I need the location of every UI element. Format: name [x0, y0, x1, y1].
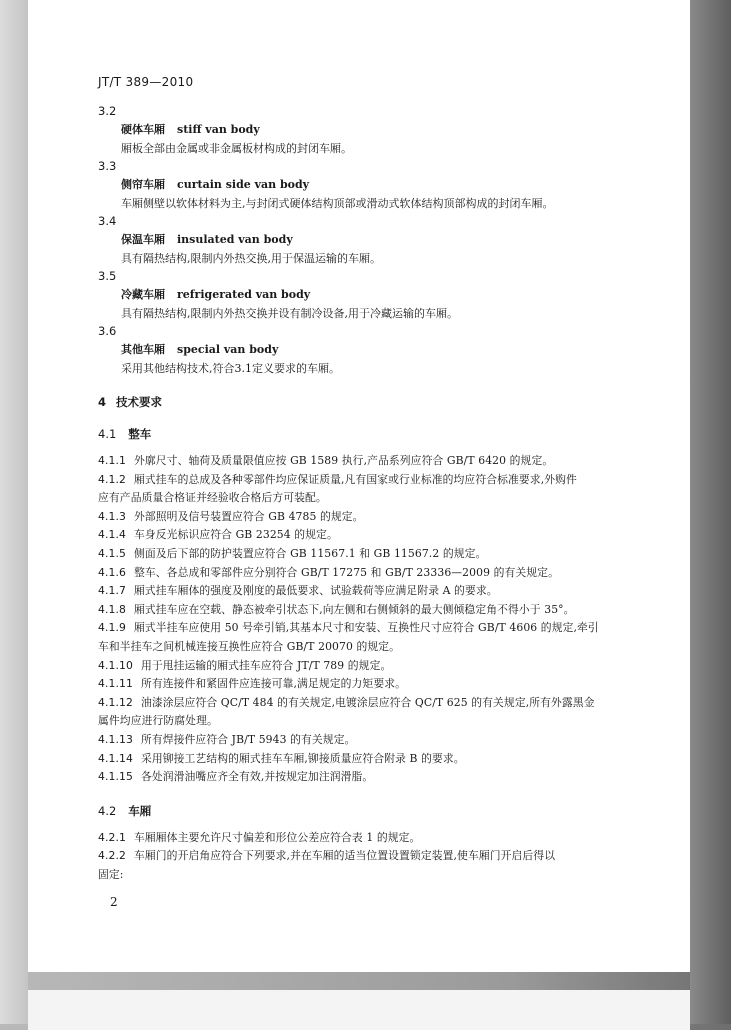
subsection-title: 整车: [128, 427, 152, 441]
clause-item: [98, 731, 673, 750]
clause-text: 所有焊接件应符合 JB/T 5943 的有关规定。: [140, 732, 356, 746]
clauses-4-2: [98, 829, 673, 885]
term-english: refrigerated van body: [177, 288, 311, 301]
clause-item: [98, 619, 673, 638]
clause-continuation: [98, 712, 673, 731]
clause-item: [98, 750, 673, 769]
definition-number: 3.5: [98, 269, 117, 283]
clause-number: 4.1.4: [98, 528, 126, 542]
clause-number: 4.1.3: [98, 509, 126, 523]
clause-item: [98, 829, 673, 848]
clause-number: 4.2.1: [98, 830, 126, 844]
clause-number: 4.1.15: [98, 770, 133, 784]
clause-item: [98, 526, 673, 545]
clause-text: 整车、各总成和零部件应分别符合 GB/T 17275 和 GB/T 23336—2009 的有关规定。: [133, 565, 559, 579]
clause-number: 4.1.9: [98, 621, 126, 635]
scan-margin-left: [0, 0, 28, 1024]
clause-number: 4.1.6: [98, 565, 126, 579]
clause-text: 外部照明及信号装置应符合 GB 4785 的规定。: [133, 509, 364, 523]
subsection-heading-4-1: [98, 426, 673, 442]
clause-item: [98, 675, 673, 694]
clause-text: 厢式挂车应在空载、静态被牵引状态下,向左侧和右侧倾斜的最大侧倾稳定角不得小于 35°。: [133, 602, 575, 616]
section-heading: [98, 394, 673, 410]
clause-text: 用于甩挂运输的厢式挂车应符合 JT/T 789 的规定。: [140, 658, 392, 672]
definition-text: 具有隔热结构,限制内外热交换并设有制冷设备,用于冷藏运输的车厢。: [121, 307, 458, 320]
definition-term: [98, 175, 673, 194]
section-number: 4: [98, 395, 107, 409]
clause-item: [98, 601, 673, 620]
term-chinese: 冷藏车厢: [121, 288, 165, 301]
clause-continuation: [98, 489, 673, 508]
clause-item: [98, 657, 673, 676]
standard-header: JT/T 389—2010: [98, 75, 194, 89]
section-title: 技术要求: [116, 395, 163, 409]
document-page: [28, 0, 690, 972]
clause-text: 厢式挂车的总成及各种零部件均应保证质量,凡有国家或行业标准的均应符合标准要求,外购件: [133, 472, 577, 486]
clause-number: 4.1.8: [98, 602, 126, 616]
clause-text: 车和半挂车之间机械连接互换性应符合 GB/T 20070 的规定。: [98, 639, 401, 653]
next-page-edge: [28, 990, 690, 1030]
definition-term: [98, 230, 673, 249]
definition-term: [98, 120, 673, 139]
term-chinese: 硬体车厢: [121, 123, 165, 136]
clause-number: 4.1.1: [98, 454, 126, 467]
term-english: insulated van body: [177, 233, 293, 246]
page-number: 2: [110, 895, 118, 909]
definition-term: [98, 340, 673, 359]
clause-item: [98, 545, 673, 564]
subsection-heading-4-2: [98, 803, 673, 819]
clause-item: [98, 694, 673, 713]
clause-text: 车身反光标识应符合 GB 23254 的规定。: [133, 528, 338, 542]
term-chinese: 侧帘车厢: [121, 178, 165, 191]
clause-text: 各处润滑油嘴应齐全有效,并按规定加注润滑脂。: [140, 770, 374, 784]
page-content: [98, 75, 673, 884]
clause-number: 4.1.5: [98, 546, 126, 560]
clauses-4-1: [98, 452, 673, 787]
clause-item: [98, 847, 673, 866]
subsection-number: 4.2: [98, 803, 117, 818]
definition-text: 厢板全部由金属或非金属板材构成的封闭车厢。: [121, 142, 352, 155]
definition-text: 采用其他结构技术,符合3.1定义要求的车厢。: [121, 362, 340, 375]
clause-text: 车厢厢体主要允许尺寸偏差和形位公差应符合表 1 的规定。: [133, 830, 421, 844]
term-english: stiff van body: [177, 123, 260, 136]
definition-text: 车厢侧壁以软体材料为主,与封闭式硬体结构顶部或滑动式软体结构顶部构成的封闭车厢。: [121, 197, 554, 210]
clause-item: [98, 471, 673, 490]
clause-number: 4.1.12: [98, 695, 133, 709]
clause-number: 4.2.2: [98, 849, 126, 863]
clause-text: 侧面及后下部的防护装置应符合 GB 11567.1 和 GB 11567.2 的规定。: [133, 546, 487, 560]
clause-number: 4.1.2: [98, 472, 126, 486]
clause-continuation: [98, 866, 673, 885]
clause-text: 外廓尺寸、轴荷及质量限值应按 GB 1589 执行,产品系列应符合 GB/T 6420 的规定。: [133, 454, 554, 467]
term-chinese: 其他车厢: [121, 343, 165, 356]
clause-text: 油漆涂层应符合 QC/T 484 的有关规定,电镀涂层应符合 QC/T 625 的有关规定,所有外露黑金: [140, 695, 595, 709]
clause-item: [98, 564, 673, 583]
term-chinese: 保温车厢: [121, 233, 165, 246]
definition-text: 具有隔热结构,限制内外热交换,用于保温运输的车厢。: [121, 252, 381, 265]
clause-text: 所有连接件和紧固件应连接可靠,满足规定的力矩要求。: [140, 677, 407, 691]
definition-term: [98, 285, 673, 304]
definition-number: 3.4: [98, 214, 117, 228]
clause-item: [98, 768, 673, 787]
clause-number: 4.1.11: [98, 677, 133, 691]
clause-number: 4.1.7: [98, 584, 126, 598]
clause-text: 车厢门的开启角应符合下列要求,并在车厢的适当位置设置锁定装置,使车厢门开启后得以: [133, 849, 556, 863]
clause-text: 采用铆接工艺结构的厢式挂车车厢,铆接质量应符合附录 B 的要求。: [140, 751, 465, 765]
clause-text: 固定:: [98, 867, 124, 881]
subsection-number: 4.1: [98, 427, 117, 441]
clause-continuation: [98, 638, 673, 657]
definition-number: 3.2: [98, 104, 117, 118]
definitions-block: [98, 103, 673, 378]
clause-text: 厢式半挂车应使用 50 号牵引销,其基本尺寸和安装、互换性尺寸应符合 GB/T 4606 的规定,牵引: [133, 621, 599, 635]
clause-item: [98, 508, 673, 527]
term-english: special van body: [177, 343, 279, 356]
clause-text: 应有产品质量合格证并经验收合格后方可装配。: [98, 491, 327, 505]
clause-number: 4.1.13: [98, 732, 133, 746]
subsection-title: 车厢: [128, 803, 152, 818]
scan-margin-right: [690, 0, 731, 1024]
term-english: curtain side van body: [177, 178, 310, 191]
clause-text: 厢式挂车厢体的强度及刚度的最低要求、试验载荷等应满足附录 A 的要求。: [133, 584, 498, 598]
clause-text: 属件均应进行防腐处理。: [98, 714, 218, 728]
definition-number: 3.6: [98, 324, 117, 338]
clause-item: [98, 452, 673, 471]
clause-number: 4.1.14: [98, 751, 133, 765]
clause-item: [98, 582, 673, 601]
definition-number: 3.3: [98, 159, 117, 173]
clause-number: 4.1.10: [98, 658, 133, 672]
